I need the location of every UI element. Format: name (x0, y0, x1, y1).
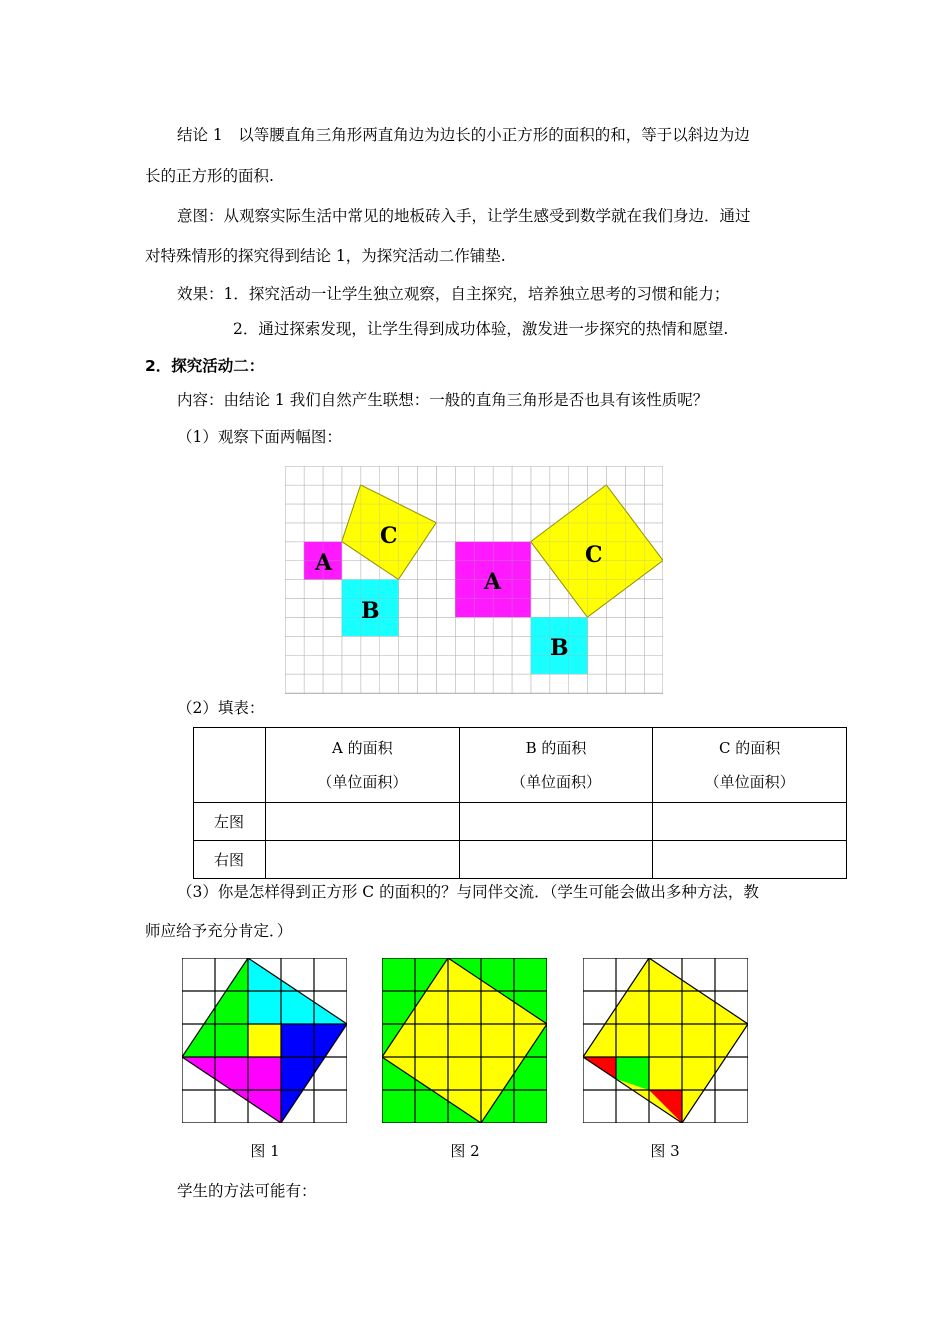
header-a-area: A 的面积 （单位面积） (266, 728, 460, 803)
figure-1 (182, 958, 347, 1123)
caption-figure-1: 图 1 (250, 1142, 280, 1160)
effect-line2: 2．通过探索发现，让学生得到成功体验，激发进一步探究的热情和愿望. (233, 320, 729, 338)
area-table (193, 727, 847, 879)
effect-line1: 效果：1．探究活动一让学生独立观察，自主探究，培养独立思考的习惯和能力； (177, 285, 730, 303)
student-methods-intro: 学生的方法可能有： (177, 1182, 317, 1200)
question-3-line1: （3）你是怎样得到正方形 C 的面积的？与同伴交流．（学生可能会做出多种方法，教 (177, 883, 759, 901)
cell-left-a[interactable] (266, 803, 460, 841)
cell-right-c[interactable] (653, 841, 847, 879)
figure-3 (583, 958, 748, 1123)
grid-figure (285, 466, 663, 694)
caption-figure-2: 图 2 (450, 1142, 480, 1160)
right-label-b: B (550, 635, 569, 661)
header-c-area: C 的面积 （单位面积） (653, 728, 847, 803)
row-label-right: 右图 (194, 841, 266, 879)
observe-instruction: （1）观察下面两幅图： (177, 428, 342, 446)
right-label-a: A (484, 569, 502, 595)
left-label-a: A (315, 550, 333, 576)
conclusion-1-line1: 结论 1 以等腰直角三角形两直角边为边长的小正方形的面积的和，等于以斜边为边 (177, 126, 750, 144)
content-paragraph: 内容：由结论 1 我们自然产生联想：一般的直角三角形是否也具有该性质呢？ (177, 391, 709, 409)
intent-line2: 对特殊情形的探究得到结论 1，为探究活动二作铺垫. (145, 247, 506, 265)
question-3-line2: 师应给予充分肯定．） (145, 922, 293, 940)
header-b-area: B 的面积 （单位面积） (459, 728, 653, 803)
right-label-c: C (585, 542, 603, 568)
cell-left-b[interactable] (459, 803, 653, 841)
cell-right-a[interactable] (266, 841, 460, 879)
conclusion-1-line2: 长的正方形的面积. (145, 167, 274, 185)
caption-figure-3: 图 3 (650, 1142, 680, 1160)
cell-right-b[interactable] (459, 841, 653, 879)
intent-line1: 意图：从观察实际生活中常见的地板砖入手，让学生感受到数学就在我们身边．通过 (177, 207, 751, 225)
table-corner-cell (194, 728, 266, 803)
left-label-b: B (361, 598, 380, 624)
fig1-yellow-square (248, 1024, 281, 1057)
left-label-c: C (380, 523, 398, 549)
row-label-left: 左图 (194, 803, 266, 841)
figure-2 (382, 958, 547, 1123)
fill-table-instruction: （2）填表： (177, 699, 265, 717)
section-heading: 2．探究活动二： (145, 357, 265, 375)
cell-left-c[interactable] (653, 803, 847, 841)
